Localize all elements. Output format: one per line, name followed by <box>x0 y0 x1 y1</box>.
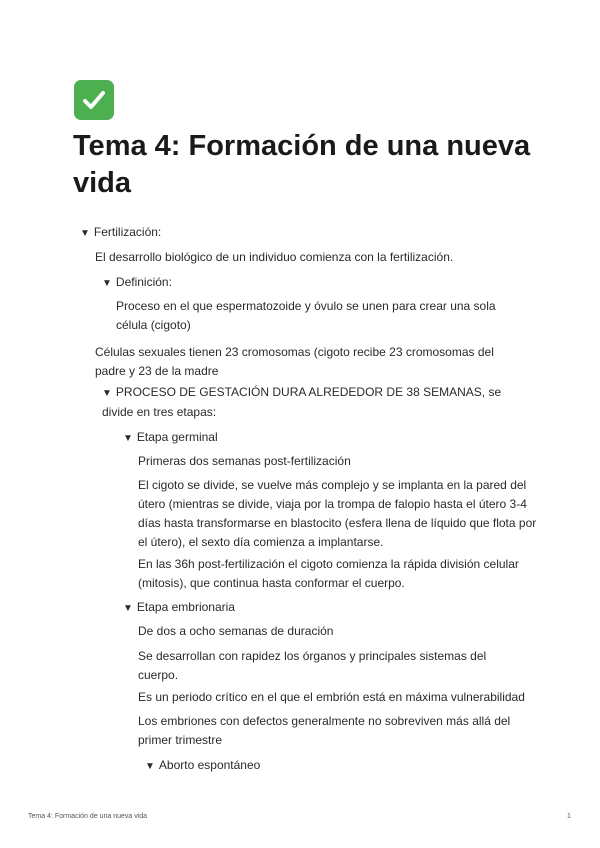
toggle-triangle-icon[interactable]: ▼ <box>102 278 112 289</box>
toggle-triangle-icon[interactable]: ▼ <box>80 228 90 239</box>
paragraph: Células sexuales tienen 23 cromosomas (cigoto recibe 23 cromosomas del padre y 23 de la madre <box>95 345 494 378</box>
toggle-label: Etapa embrionaria <box>136 600 235 614</box>
toggle-definicion[interactable] <box>102 273 172 293</box>
toggle-triangle-icon[interactable]: ▼ <box>123 433 133 444</box>
paragraph: Los embriones con defectos generalmente no sobreviven más allá del primer trimestre <box>138 714 511 747</box>
paragraph: Primeras dos semanas post-fertilización <box>138 454 351 468</box>
paragraph: De dos a ocho semanas de duración <box>138 624 334 638</box>
toggle-label: PROCESO DE GESTACIÓN DURA ALREDEDOR DE 38 SEMANAS, se divide en tres etapas: <box>102 385 502 419</box>
footer-document-title: Tema 4: Formación de una nueva vida <box>28 813 148 820</box>
toggle-fertilizacion[interactable] <box>80 223 161 243</box>
toggle-etapa-germinal[interactable] <box>123 428 218 448</box>
toggle-triangle-icon[interactable]: ▼ <box>145 761 155 772</box>
paragraph: El cigoto se divide, se vuelve más complejo y se implanta en la pared del útero (mientras se divide, viaja por la trompa de falopio hasta el útero 3-4 días hasta transformarse en blastocito (esfera llena de líquido que flota por el útero), el sexto día comienza a implantarse. <box>138 478 537 549</box>
paragraph: Proceso en el que espermatozoide y óvulo se unen para crear una sola célula (cigoto) <box>116 299 496 332</box>
toggle-label: Definición: <box>115 275 172 289</box>
toggle-triangle-icon[interactable]: ▼ <box>102 388 112 399</box>
toggle-aborto-espontaneo[interactable] <box>145 756 260 776</box>
paragraph: Se desarrollan con rapidez los órganos y principales sistemas del cuerpo. <box>138 649 487 682</box>
check-mark-emoji-icon <box>74 80 114 120</box>
toggle-gestacion[interactable] <box>102 383 502 422</box>
toggle-label: Etapa germinal <box>136 430 218 444</box>
toggle-etapa-embrionaria[interactable] <box>123 598 235 618</box>
paragraph: En las 36h post-fertilización el cigoto comienza la rápida división celular (mitosis), que continua hasta conformar el cuerpo. <box>138 557 519 590</box>
paragraph: Es un periodo crítico en el que el embrión está en máxima vulnerabilidad <box>138 690 525 704</box>
toggle-label: Aborto espontáneo <box>158 758 261 772</box>
toggle-label: Fertilización: <box>93 225 162 239</box>
paragraph: El desarrollo biológico de un individuo comienza con la fertilización. <box>95 250 454 264</box>
toggle-triangle-icon[interactable]: ▼ <box>123 603 133 614</box>
page-title: Tema 4: Formación de una nueva vida <box>73 130 531 199</box>
page-number: 1 <box>567 813 571 820</box>
